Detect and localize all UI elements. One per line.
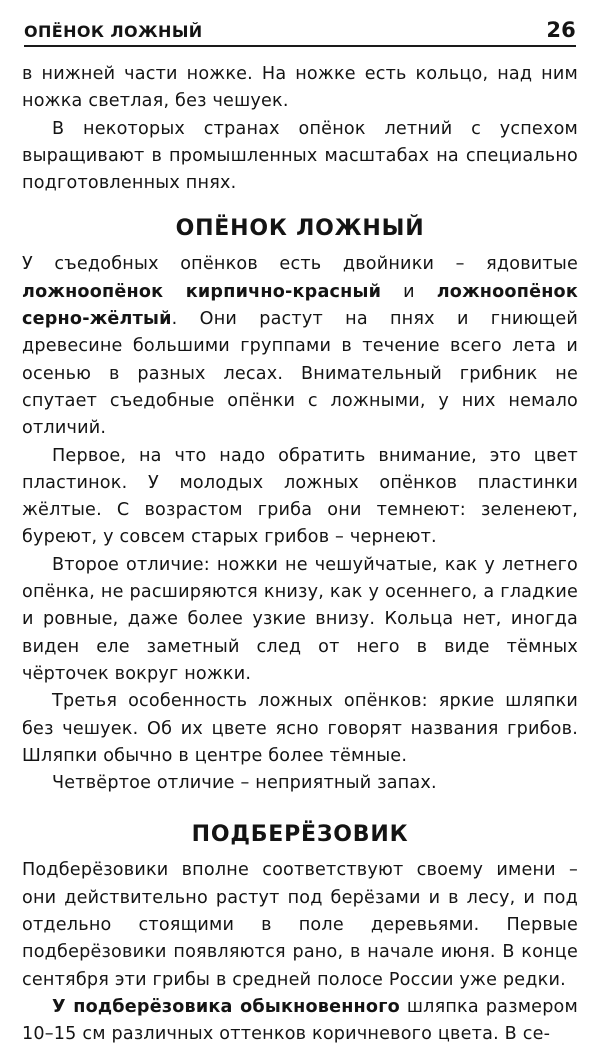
- section1-p1-mid: и: [381, 281, 437, 302]
- section1-paragraph-1: [22, 251, 578, 442]
- intro-paragraph-1: в нижней части ножке. На ножке есть кольцо, над ним ножка светлая, без чешуек.: [22, 64, 578, 112]
- section2-paragraph-2: [22, 994, 578, 1049]
- section1-paragraph-5: Четвёртое отличие – неприятный запах.: [52, 773, 437, 794]
- section1-paragraph-3: Второе отличие: ножки не чешуйчатые, как у летнего опёнка, не расширяются книзу, как у осеннего, а гладкие и ровные, даже более узкие внизу. Кольца нет, иногда виден еле заметный след от него в виде тёмных чёрточек вокруг ножки.: [22, 554, 578, 684]
- section2-paragraph-1: Подберёзовики вполне соответствуют своему имени – они действительно растут под берёзами и в лесу, и под отдельно стоящими в поле деревьями. Первые подберёзовики появляются рано, в начале июня. В конце сентября эти грибы в средней полосе России уже редки.: [22, 860, 578, 990]
- section1-p1-tail: . Они растут на пнях и гниющей древесине большими группами в течение всего лета и осенью в разных лесах. Внимательный грибник не спутает съедобные опёнки с ложными, у них немало отличий.: [22, 309, 578, 439]
- species-name-sulphur-tuft: ложноопёнок серно-жёлтый: [22, 281, 578, 330]
- section1-p1-lead: У съедобных опёнков есть двойники – ядовитые: [22, 254, 578, 275]
- running-title: ОПЁНОК ЛОЖНЫЙ: [24, 22, 203, 41]
- section-heading-birch-bolete: ПОДБЕРЁЗОВИК: [191, 822, 409, 848]
- running-header: [24, 20, 576, 47]
- page-number: 26: [546, 18, 576, 42]
- section-heading-false-honey-fungus: ОПЁНОК ЛОЖНЫЙ: [175, 216, 425, 242]
- section2-p2-tail: шляпка размером 10–15 см различных оттенков коричневого цвета. В се-: [22, 996, 578, 1045]
- species-name-brick-red: ложноопёнок кирпично-красный: [22, 281, 382, 302]
- section1-paragraph-2: Первое, на что надо обратить внимание, это цвет пластинок. У молодых ложных опёнков пластинки жёлтые. С возрастом гриба они темнеют: зеленеют, буреют, у совсем старых грибов – чернеют.: [22, 445, 578, 548]
- species-name-common-birch-bolete: У подберёзовика обыкновенного: [52, 996, 400, 1017]
- section1-paragraph-4: Третья особенность ложных опёнков: яркие шляпки без чешуек. Об их цвете ясно говорят названия грибов. Шляпки обычно в центре более тёмные.: [22, 691, 578, 766]
- intro-paragraph-2: В некоторых странах опёнок летний с успехом выращивают в промышленных масштабах на специально подготовленных пнях.: [22, 118, 578, 194]
